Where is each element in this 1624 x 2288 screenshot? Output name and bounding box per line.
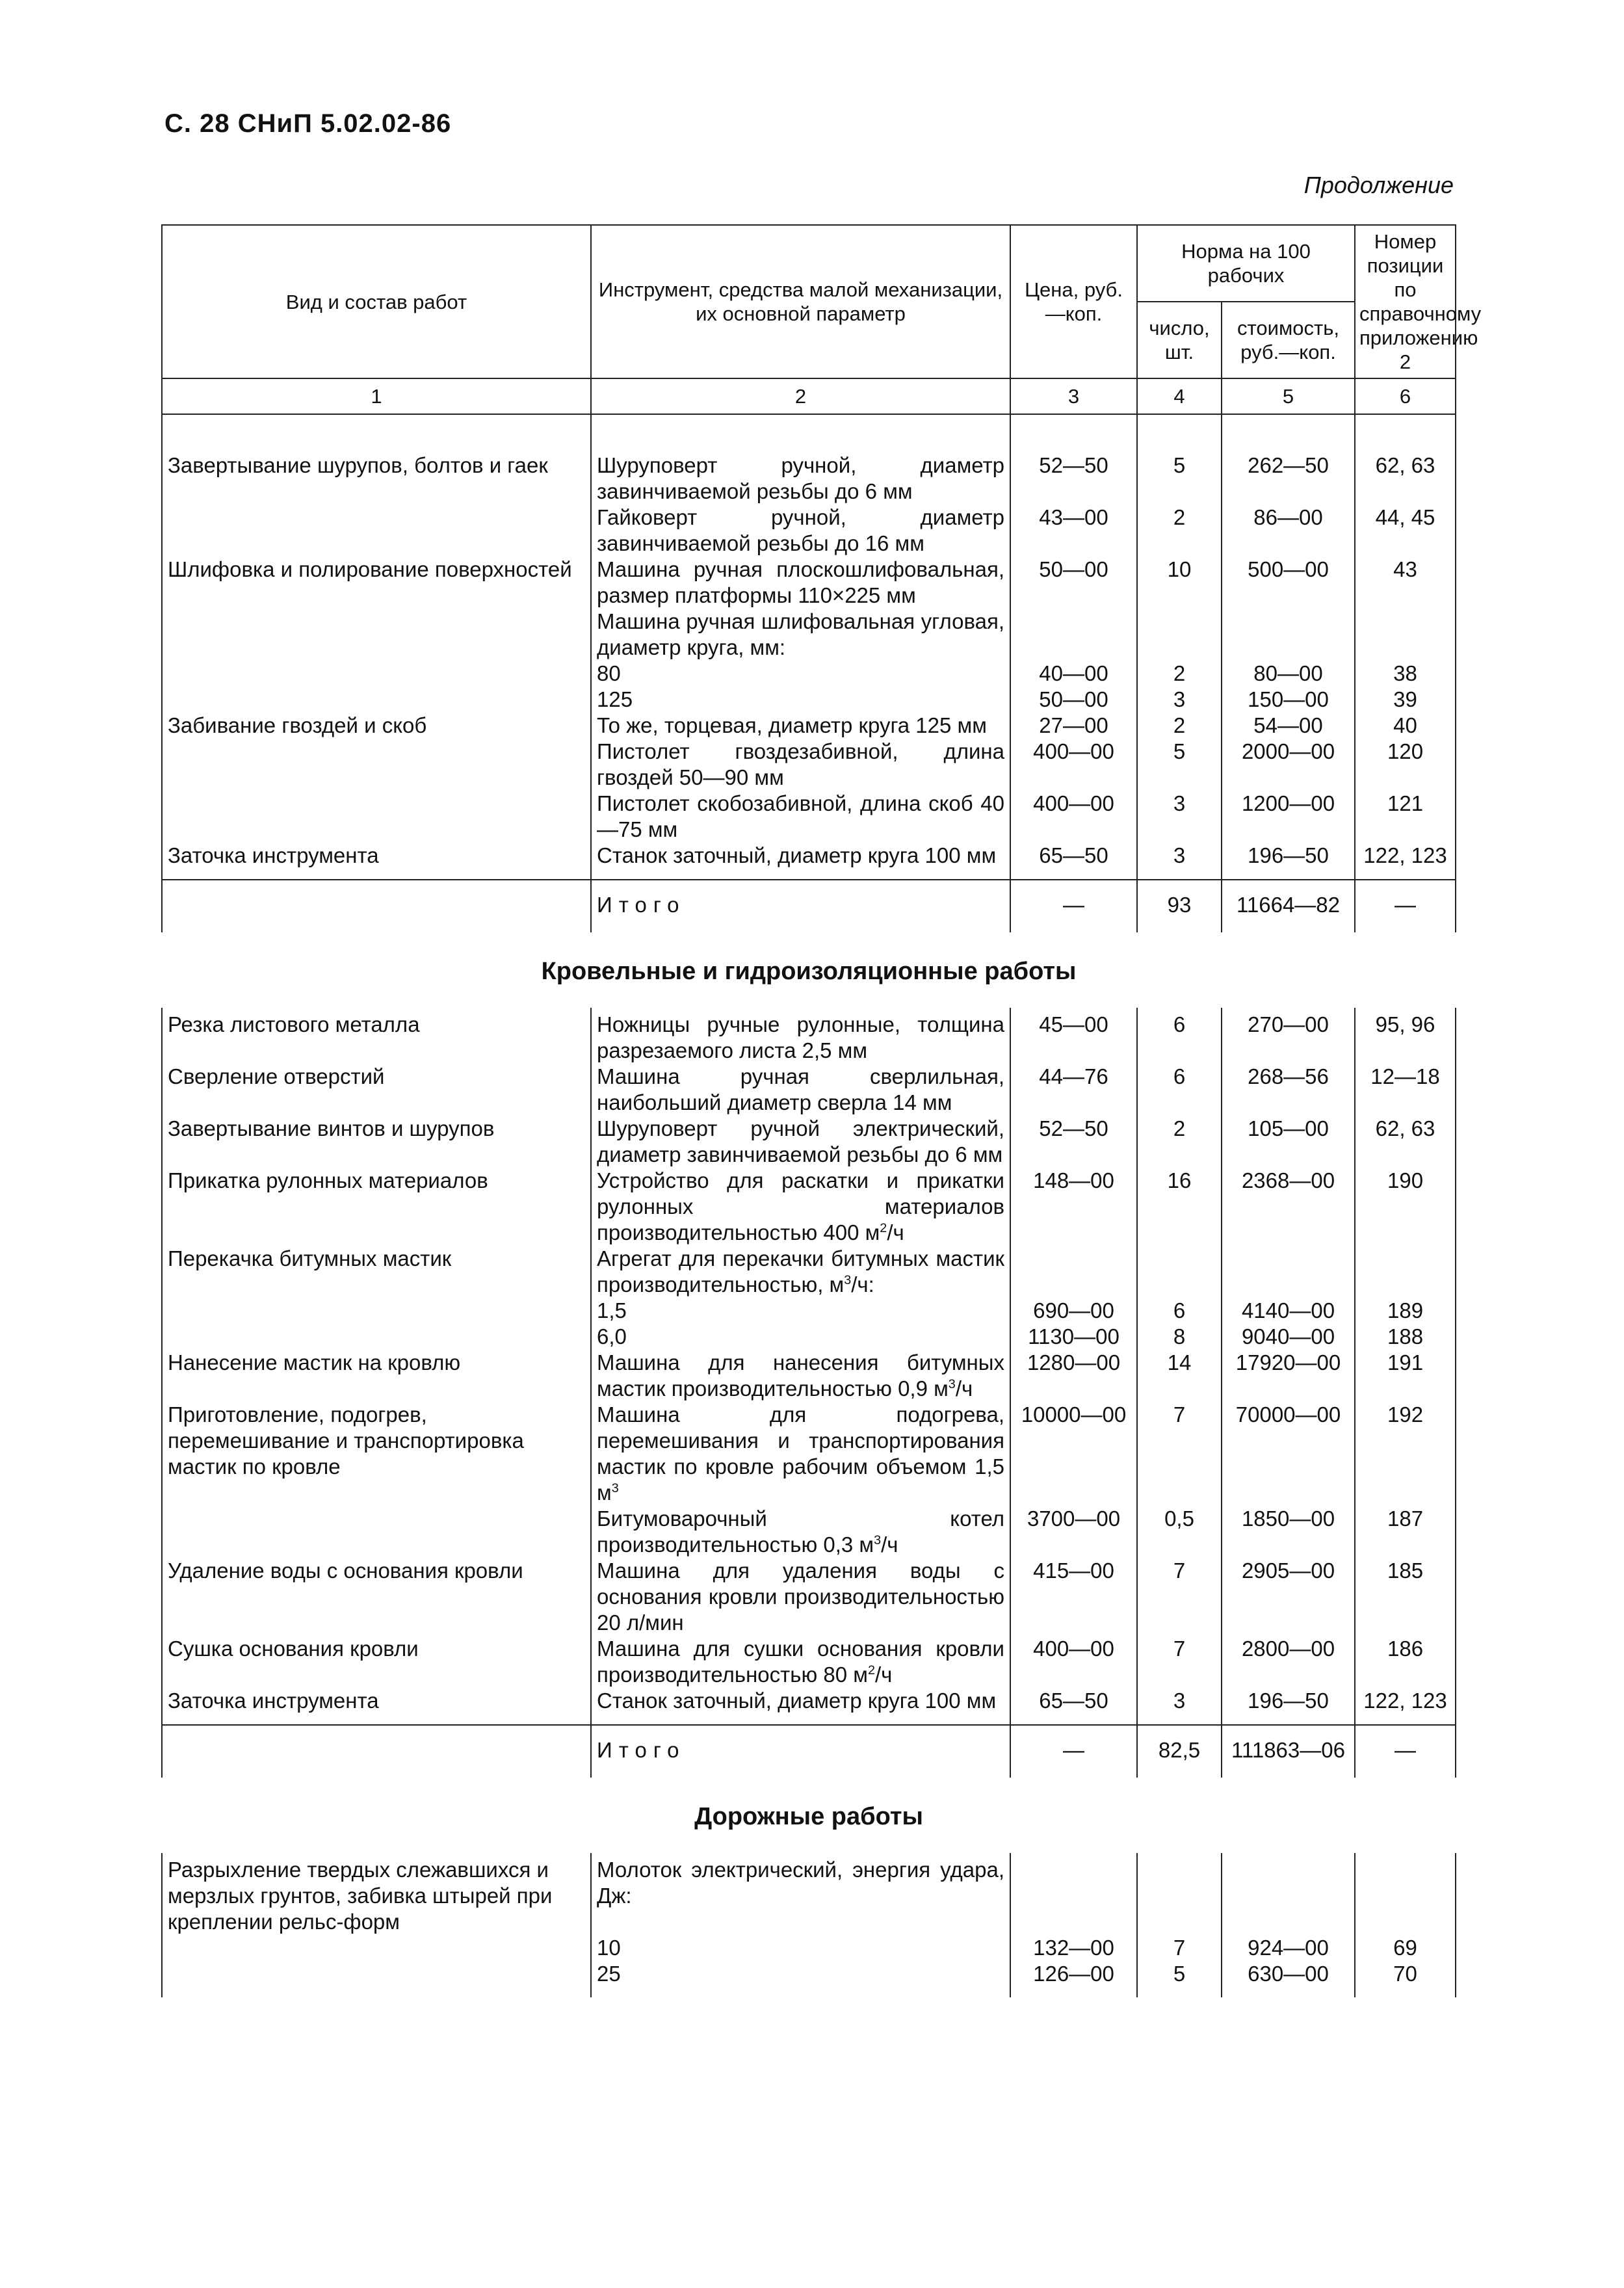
cell-price: 43—00 — [1010, 505, 1137, 557]
cell-count: 2 — [1137, 713, 1222, 739]
cell-tool: Агрегат для перекачки битумных мастик производительностью, $м^3/ч$: — [591, 1246, 1010, 1298]
table-row — [162, 1324, 1456, 1350]
cell-work: Разрыхление твердых слежавшихся и мерзлых грунтов, забивка штырей при креплении рельс-форм — [162, 1853, 591, 1935]
section-title: Кровельные и гидроизоляционные работы — [541, 958, 1077, 985]
cell-tool: Молоток электрический, энергия удара, Дж: — [591, 1853, 1010, 1935]
column-number: 3 — [1010, 378, 1137, 414]
table-row — [162, 1935, 1456, 1961]
cell-price: 50—00 — [1010, 687, 1137, 713]
cell-work: Приготовление, подогрев, перемешивание и транспортировка мастик по кровле — [162, 1402, 591, 1506]
cell-count: 3 — [1137, 791, 1222, 843]
cell-cost: 54—00 — [1222, 713, 1355, 739]
cell-price: 65—50 — [1010, 1688, 1137, 1725]
cell-position: 44, 45 — [1355, 505, 1456, 557]
total-price: — — [1010, 880, 1137, 932]
cell-price: 44—76 — [1010, 1064, 1137, 1116]
cell-tool: Пистолет скобозабивной, длина скоб 40—75 мм — [591, 791, 1010, 843]
cell-cost: 924—00 — [1222, 1935, 1355, 1961]
cell-cost: 2368—00 — [1222, 1168, 1355, 1246]
cell-work — [162, 1961, 591, 1997]
header-work: Вид и состав работ — [162, 225, 591, 378]
cell-position: 190 — [1355, 1168, 1456, 1246]
cell-position: 70 — [1355, 1961, 1456, 1997]
cell-count — [1137, 1246, 1222, 1298]
table-row — [162, 414, 1456, 505]
section-heading-row — [162, 1778, 1456, 1853]
cell-count: 5 — [1137, 414, 1222, 505]
table-row — [162, 1008, 1456, 1064]
cell-position: 62, 63 — [1355, 1116, 1456, 1168]
cell-cost: 196—50 — [1222, 843, 1355, 880]
cell-position: 69 — [1355, 1935, 1456, 1961]
cell-cost — [1222, 1246, 1355, 1298]
cell-cost: 80—00 — [1222, 661, 1355, 687]
cell-tool: Машина для удаления воды с основания кровли производительностью 20 л/мин — [591, 1558, 1010, 1636]
cell-work: Нанесение мастик на кровлю — [162, 1350, 591, 1402]
norms-table — [161, 224, 1482, 1997]
cell-price: 1130—00 — [1010, 1324, 1137, 1350]
cell-cost: 2800—00 — [1222, 1636, 1355, 1688]
cell-price: 1280—00 — [1010, 1350, 1137, 1402]
cell-position: 12—18 — [1355, 1064, 1456, 1116]
cell-tool: Машина ручная сверлильная, наибольший диаметр сверла 14 мм — [591, 1064, 1010, 1116]
table-row — [162, 1116, 1456, 1168]
cell-tool: 10 — [591, 1935, 1010, 1961]
table-row — [162, 1961, 1456, 1997]
cell-count: 3 — [1137, 687, 1222, 713]
total-blank — [162, 1725, 591, 1778]
cell-cost: 1200—00 — [1222, 791, 1355, 843]
cell-position: 120 — [1355, 739, 1456, 791]
table-row — [162, 1168, 1456, 1246]
cell-price: 50—00 — [1010, 557, 1137, 609]
cell-count: 3 — [1137, 1688, 1222, 1725]
cell-count: 2 — [1137, 505, 1222, 557]
cell-work — [162, 661, 591, 687]
cell-price: 45—00 — [1010, 1008, 1137, 1064]
column-number: 5 — [1222, 378, 1355, 414]
cell-count: 7 — [1137, 1402, 1222, 1506]
table-row — [162, 1558, 1456, 1636]
cell-work — [162, 1324, 591, 1350]
cell-price — [1010, 609, 1137, 661]
table-row — [162, 1853, 1456, 1935]
cell-work — [162, 687, 591, 713]
cell-count — [1137, 1853, 1222, 1935]
table-body — [162, 414, 1456, 1997]
cell-count: 8 — [1137, 1324, 1222, 1350]
cell-count: 3 — [1137, 843, 1222, 880]
cell-work — [162, 791, 591, 843]
cell-tool: Станок заточный, диаметр круга 100 мм — [591, 1688, 1010, 1725]
cell-count: 6 — [1137, 1008, 1222, 1064]
cell-position: 191 — [1355, 1350, 1456, 1402]
cell-tool: 25 — [591, 1961, 1010, 1997]
table-row — [162, 661, 1456, 687]
table-row — [162, 1064, 1456, 1116]
cell-cost: 86—00 — [1222, 505, 1355, 557]
cell-cost: 262—50 — [1222, 414, 1355, 505]
cell-position — [1355, 1246, 1456, 1298]
cell-work — [162, 1298, 591, 1324]
cell-position: 187 — [1355, 1506, 1456, 1558]
cell-cost: 268—56 — [1222, 1064, 1355, 1116]
column-number: 1 — [162, 378, 591, 414]
cell-price: 27—00 — [1010, 713, 1137, 739]
total-cost: 111863—06 — [1222, 1725, 1355, 1778]
cell-price: 400—00 — [1010, 1636, 1137, 1688]
cell-work — [162, 1935, 591, 1961]
total-price: — — [1010, 1725, 1137, 1778]
cell-count — [1137, 609, 1222, 661]
cell-count: 14 — [1137, 1350, 1222, 1402]
cell-cost: 17920—00 — [1222, 1350, 1355, 1402]
cell-work: Заточка инструмента — [162, 843, 591, 880]
cell-position: 121 — [1355, 791, 1456, 843]
cell-count: 5 — [1137, 739, 1222, 791]
total-cost: 11664—82 — [1222, 880, 1355, 932]
cell-tool: 80 — [591, 661, 1010, 687]
cell-position: 122, 123 — [1355, 843, 1456, 880]
cell-work: Перекачка битумных мастик — [162, 1246, 591, 1298]
cell-position — [1355, 609, 1456, 661]
total-position: — — [1355, 1725, 1456, 1778]
cell-price: 65—50 — [1010, 843, 1137, 880]
cell-price: 400—00 — [1010, 791, 1137, 843]
cell-price: 148—00 — [1010, 1168, 1137, 1246]
cell-tool: Устройство для раскатки и прикатки рулонных материалов производительностью 400 $м^2/ч$ — [591, 1168, 1010, 1246]
cell-count: 2 — [1137, 1116, 1222, 1168]
cell-tool: 1,5 — [591, 1298, 1010, 1324]
table-row — [162, 739, 1456, 791]
cell-work: Прикатка рулонных материалов — [162, 1168, 591, 1246]
cell-position: 40 — [1355, 713, 1456, 739]
cell-cost: 2905—00 — [1222, 1558, 1355, 1636]
header-price: Цена, руб.—коп. — [1010, 225, 1137, 378]
cell-tool: Шуруповерт ручной, диаметр завинчиваемой резьбы до 6 мм — [591, 414, 1010, 505]
page-header: С. 28 СНиП 5.02.02-86 — [164, 109, 452, 138]
header-position: Номер позиции по справочному приложению 2 — [1355, 225, 1456, 378]
cell-price: 52—50 — [1010, 1116, 1137, 1168]
total-count: 93 — [1137, 880, 1222, 932]
cell-count: 6 — [1137, 1064, 1222, 1116]
cell-cost: 9040—00 — [1222, 1324, 1355, 1350]
cell-position: 39 — [1355, 687, 1456, 713]
cell-tool: Машина для нанесения битумных мастик производительностью 0,9 $м^3/ч$ — [591, 1350, 1010, 1402]
section-heading-row — [162, 932, 1456, 1008]
cell-count: 0,5 — [1137, 1506, 1222, 1558]
table-row — [162, 1246, 1456, 1298]
cell-count: 7 — [1137, 1636, 1222, 1688]
cell-cost: 150—00 — [1222, 687, 1355, 713]
total-count: 82,5 — [1137, 1725, 1222, 1778]
cell-work: Завертывание шурупов, болтов и гаек — [162, 414, 591, 505]
table-row — [162, 1402, 1456, 1506]
table-row — [162, 557, 1456, 609]
cell-price: 400—00 — [1010, 739, 1137, 791]
table-row — [162, 505, 1456, 557]
cell-price: 3700—00 — [1010, 1506, 1137, 1558]
cell-cost — [1222, 609, 1355, 661]
cell-cost: 630—00 — [1222, 1961, 1355, 1997]
cell-position: 188 — [1355, 1324, 1456, 1350]
cell-work — [162, 1506, 591, 1558]
total-label: Итого — [591, 880, 1010, 932]
cell-cost: 4140—00 — [1222, 1298, 1355, 1324]
cell-position: 189 — [1355, 1298, 1456, 1324]
continuation-label: Продолжение — [1303, 172, 1454, 198]
cell-tool: Машина для сушки основания кровли производительностью 80 $м^2/ч$ — [591, 1636, 1010, 1688]
cell-position: 185 — [1355, 1558, 1456, 1636]
cell-cost: 196—50 — [1222, 1688, 1355, 1725]
header-cost: стоимость, руб.—коп. — [1222, 302, 1355, 378]
cell-work — [162, 739, 591, 791]
total-row — [162, 880, 1456, 932]
header-count: число, шт. — [1137, 302, 1222, 378]
cell-price: 40—00 — [1010, 661, 1137, 687]
cell-work — [162, 505, 591, 557]
cell-tool: 125 — [591, 687, 1010, 713]
cell-cost: 105—00 — [1222, 1116, 1355, 1168]
header-norm: Норма на 100 рабочих — [1137, 225, 1355, 302]
table-row — [162, 1350, 1456, 1402]
cell-position: 122, 123 — [1355, 1688, 1456, 1725]
cell-position: 43 — [1355, 557, 1456, 609]
cell-count: 7 — [1137, 1935, 1222, 1961]
cell-position: 186 — [1355, 1636, 1456, 1688]
table-row — [162, 1636, 1456, 1688]
cell-price: 690—00 — [1010, 1298, 1137, 1324]
cell-work: Завертывание винтов и шурупов — [162, 1116, 591, 1168]
column-number: 4 — [1137, 378, 1222, 414]
cell-cost: 2000—00 — [1222, 739, 1355, 791]
cell-price: 10000—00 — [1010, 1402, 1137, 1506]
table-row — [162, 609, 1456, 661]
cell-price: 132—00 — [1010, 1935, 1137, 1961]
table-row — [162, 1506, 1456, 1558]
total-row — [162, 1725, 1456, 1778]
cell-tool: Станок заточный, диаметр круга 100 мм — [591, 843, 1010, 880]
column-number: 6 — [1355, 378, 1456, 414]
cell-work — [162, 609, 591, 661]
cell-tool: 6,0 — [591, 1324, 1010, 1350]
cell-position: 192 — [1355, 1402, 1456, 1506]
cell-work: Сверление отверстий — [162, 1064, 591, 1116]
cell-count: 16 — [1137, 1168, 1222, 1246]
cell-cost: 270—00 — [1222, 1008, 1355, 1064]
cell-count: 10 — [1137, 557, 1222, 609]
cell-count: 6 — [1137, 1298, 1222, 1324]
cell-count: 5 — [1137, 1961, 1222, 1997]
table-row — [162, 1688, 1456, 1725]
cell-count: 7 — [1137, 1558, 1222, 1636]
cell-tool: Битумоварочный котел производительностью 0,3 $м^3/ч$ — [591, 1506, 1010, 1558]
cell-price: 126—00 — [1010, 1961, 1137, 1997]
cell-work: Удаление воды с основания кровли — [162, 1558, 591, 1636]
cell-work: Сушка основания кровли — [162, 1636, 591, 1688]
table-row — [162, 713, 1456, 739]
table-row — [162, 843, 1456, 880]
cell-price — [1010, 1853, 1137, 1935]
cell-price: 52—50 — [1010, 414, 1137, 505]
cell-count: 2 — [1137, 661, 1222, 687]
column-number: 2 — [591, 378, 1010, 414]
cell-position: 62, 63 — [1355, 414, 1456, 505]
total-label: Итого — [591, 1725, 1010, 1778]
total-position: — — [1355, 880, 1456, 932]
cell-tool: Шуруповерт ручной электрический, диаметр завинчиваемой резьбы до 6 мм — [591, 1116, 1010, 1168]
cell-position: 38 — [1355, 661, 1456, 687]
total-blank — [162, 880, 591, 932]
cell-tool: Пистолет гвоздезабивной, длина гвоздей 50—90 мм — [591, 739, 1010, 791]
table-row — [162, 791, 1456, 843]
cell-work: Заточка инструмента — [162, 1688, 591, 1725]
table-row — [162, 1298, 1456, 1324]
cell-tool: Гайковерт ручной, диаметр завинчиваемой резьбы до 16 мм — [591, 505, 1010, 557]
cell-work: Шлифовка и полирование поверхностей — [162, 557, 591, 609]
cell-price: 415—00 — [1010, 1558, 1137, 1636]
table-row — [162, 687, 1456, 713]
cell-work: Забивание гвоздей и скоб — [162, 713, 591, 739]
cell-tool: Машина ручная шлифовальная угловая, диаметр круга, мм: — [591, 609, 1010, 661]
cell-cost: 1850—00 — [1222, 1506, 1355, 1558]
cell-work: Резка листового металла — [162, 1008, 591, 1064]
cell-cost — [1222, 1853, 1355, 1935]
cell-cost: 500—00 — [1222, 557, 1355, 609]
header-tool: Инструмент, средства малой механизации, их основной параметр — [591, 225, 1010, 378]
section-title: Дорожные работы — [694, 1803, 923, 1830]
cell-cost: 70000—00 — [1222, 1402, 1355, 1506]
cell-tool: Ножницы ручные рулонные, толщина разрезаемого листа 2,5 мм — [591, 1008, 1010, 1064]
cell-tool: Машина ручная плоскошлифовальная, размер платформы 110×225 мм — [591, 557, 1010, 609]
cell-tool: Машина для подогрева, перемешивания и транспортирования мастик по кровле рабочим объемом 1,5 $м^3$ — [591, 1402, 1010, 1506]
cell-position: 95, 96 — [1355, 1008, 1456, 1064]
cell-price — [1010, 1246, 1137, 1298]
cell-position — [1355, 1853, 1456, 1935]
cell-tool: То же, торцевая, диаметр круга 125 мм — [591, 713, 1010, 739]
